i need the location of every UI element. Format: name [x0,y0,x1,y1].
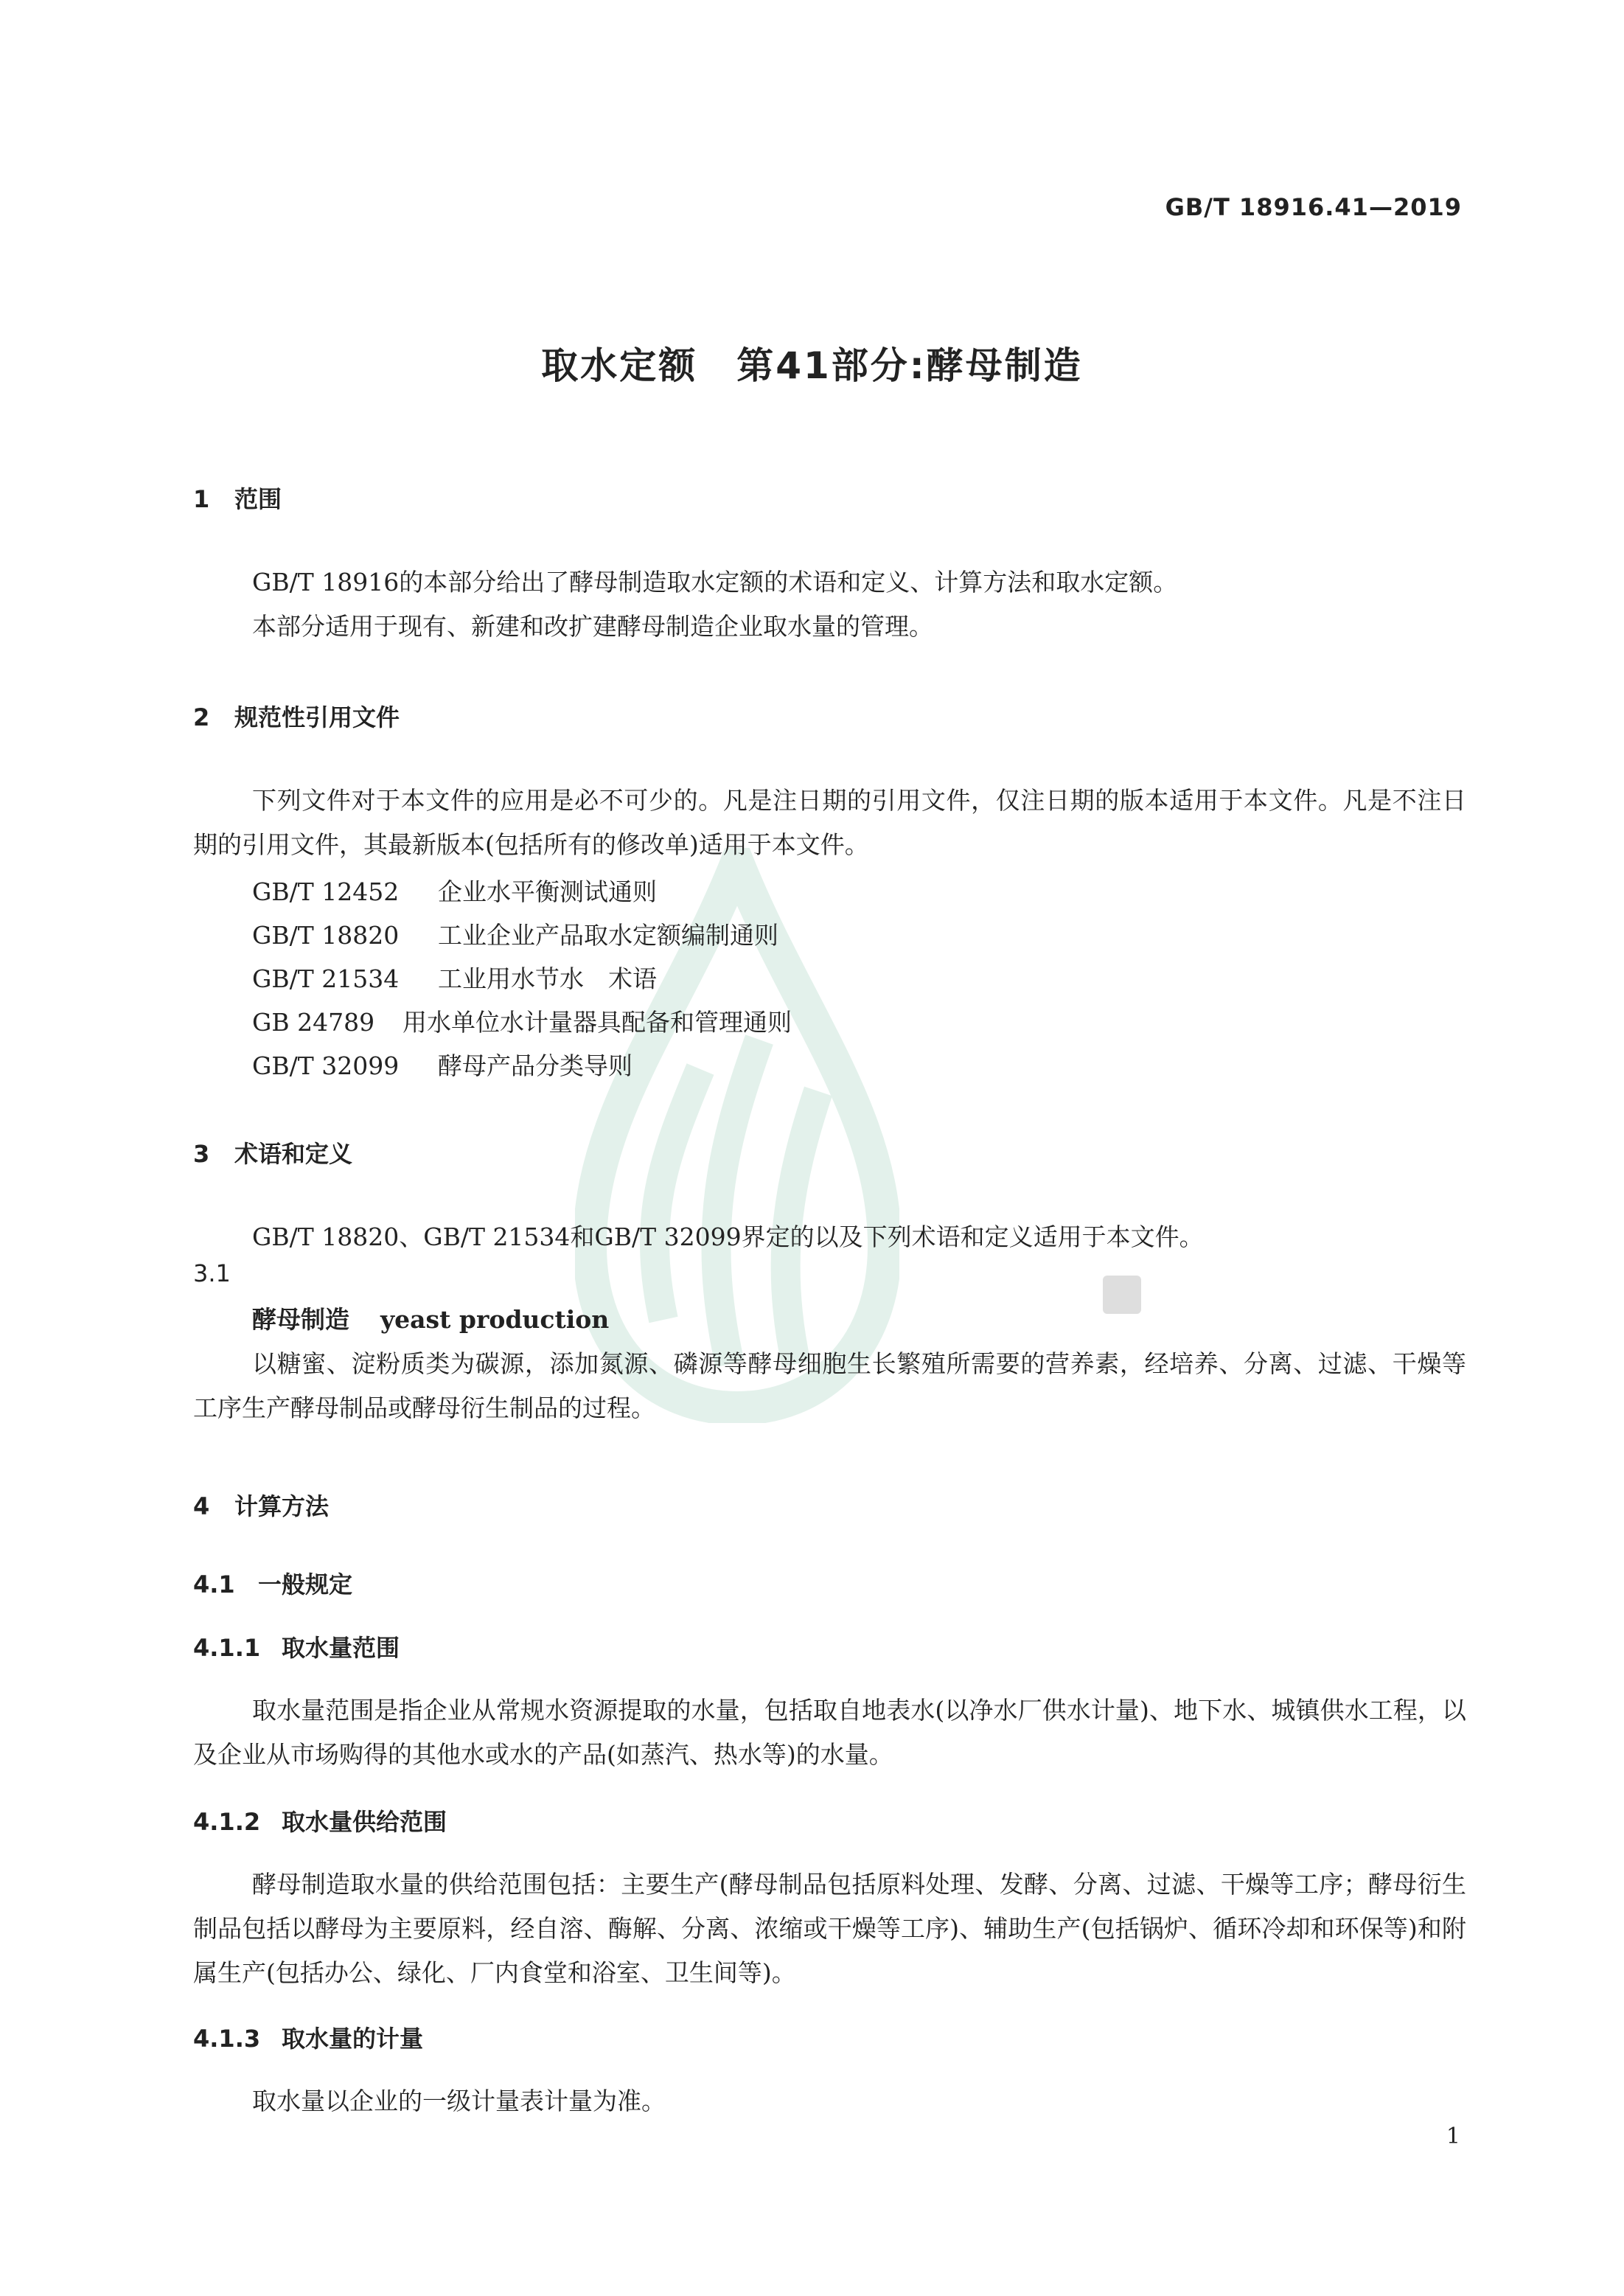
term-number: 3.1 [193,1259,231,1287]
section-2-heading [193,699,400,733]
reference-code: GB/T 18820 [252,921,400,950]
term-entry [252,1301,609,1335]
section-title: 一般规定 [258,1570,353,1598]
reference-title: 酵母产品分类导则 [438,1051,632,1080]
reference-title: 用水单位水计量器具配备和管理通则 [402,1008,792,1037]
reference-item [252,873,657,908]
reference-item [252,1047,632,1082]
section-title: 范围 [234,485,282,513]
term-english: yeast production [380,1305,610,1334]
reference-code: GB/T 21534 [252,964,400,993]
section-4-1-2-heading [193,1803,447,1837]
section-title: 规范性引用文件 [234,703,400,731]
section-number: 4.1.1 [193,1634,261,1662]
section-3-paragraph-1: GB/T 18820、GB/T 21534和GB/T 32099界定的以及下列术语和定义适用于本文件。 [252,1222,1204,1251]
section-title: 取水量的计量 [282,2025,424,2053]
reference-code: GB/T 32099 [252,1051,400,1080]
section-4-1-1-heading [193,1629,400,1663]
reference-code: GB 24789 [252,1008,375,1037]
section-number: 4.1.2 [193,1808,261,1836]
reference-item [252,916,778,951]
section-4-1-heading [193,1566,352,1600]
reference-code: GB/T 12452 [252,877,400,906]
section-title: 计算方法 [234,1492,330,1520]
standard-number: GB/T 18916.41—2019 [1165,193,1462,221]
reference-title: 企业水平衡测试通则 [438,877,657,906]
reference-item [252,960,657,995]
section-number: 2 [193,703,210,731]
reference-title: 工业用水节水 术语 [438,964,657,993]
section-4-1-3-paragraph: 取水量以企业的一级计量表计量为准。 [252,2087,666,2115]
section-1-paragraph-2: 本部分适用于现有、新建和改扩建酵母制造企业取水量的管理。 [252,612,933,641]
term-chinese: 酵母制造 [252,1305,349,1334]
reference-title: 工业企业产品取水定额编制通则 [438,921,778,950]
section-4-heading [193,1488,329,1522]
page-number: 1 [1446,2123,1460,2149]
section-number: 4.1.3 [193,2025,261,2053]
document-title: 取水定额 第41部分:酵母制造 [541,344,1083,387]
term-definition: 以糖蜜、淀粉质类为碳源，添加氮源、磷源等酵母细胞生长繁殖所需要的营养素，经培养、分离、过滤、干燥等工序生产酵母制品或酵母衍生制品的过程。 [193,1349,1466,1422]
section-title: 取水量供给范围 [282,1808,447,1836]
watermark-dot [1103,1276,1141,1314]
section-title: 术语和定义 [234,1140,353,1168]
section-4-1-1-paragraph: 取水量范围是指企业从常规水资源提取的水量，包括取自地表水(以净水厂供水计量)、地下水、城镇供水工程，以及企业从市场购得的其他水或水的产品(如蒸汽、热水等)的水量。 [193,1696,1466,1769]
section-2-paragraph-1: 下列文件对于本文件的应用是必不可少的。凡是注日期的引用文件，仅注日期的版本适用于本文件。凡是不注日期的引用文件，其最新版本(包括所有的修改单)适用于本文件。 [193,786,1466,859]
section-1-paragraph-1: GB/T 18916的本部分给出了酵母制造取水定额的术语和定义、计算方法和取水定额。 [252,568,1178,596]
section-3-heading [193,1135,352,1169]
section-4-1-3-heading [193,2020,423,2054]
section-4-1-2-paragraph: 酵母制造取水量的供给范围包括：主要生产(酵母制品包括原料处理、发酵、分离、过滤、干燥等工序；酵母衍生制品包括以酵母为主要原料，经自溶、酶解、分离、浓缩或干燥等工序)、辅助生产(包括锅炉、循环冷却和环保等)和附属生产(包括办公、绿化、厂内食堂和浴室、卫生间等)。 [193,1870,1466,1987]
section-number: 4 [193,1492,210,1520]
section-number: 4.1 [193,1570,235,1598]
section-title: 取水量范围 [282,1634,400,1662]
reference-item [252,1003,792,1038]
section-number: 3 [193,1140,210,1168]
section-1-heading [193,481,282,515]
section-number: 1 [193,485,210,513]
